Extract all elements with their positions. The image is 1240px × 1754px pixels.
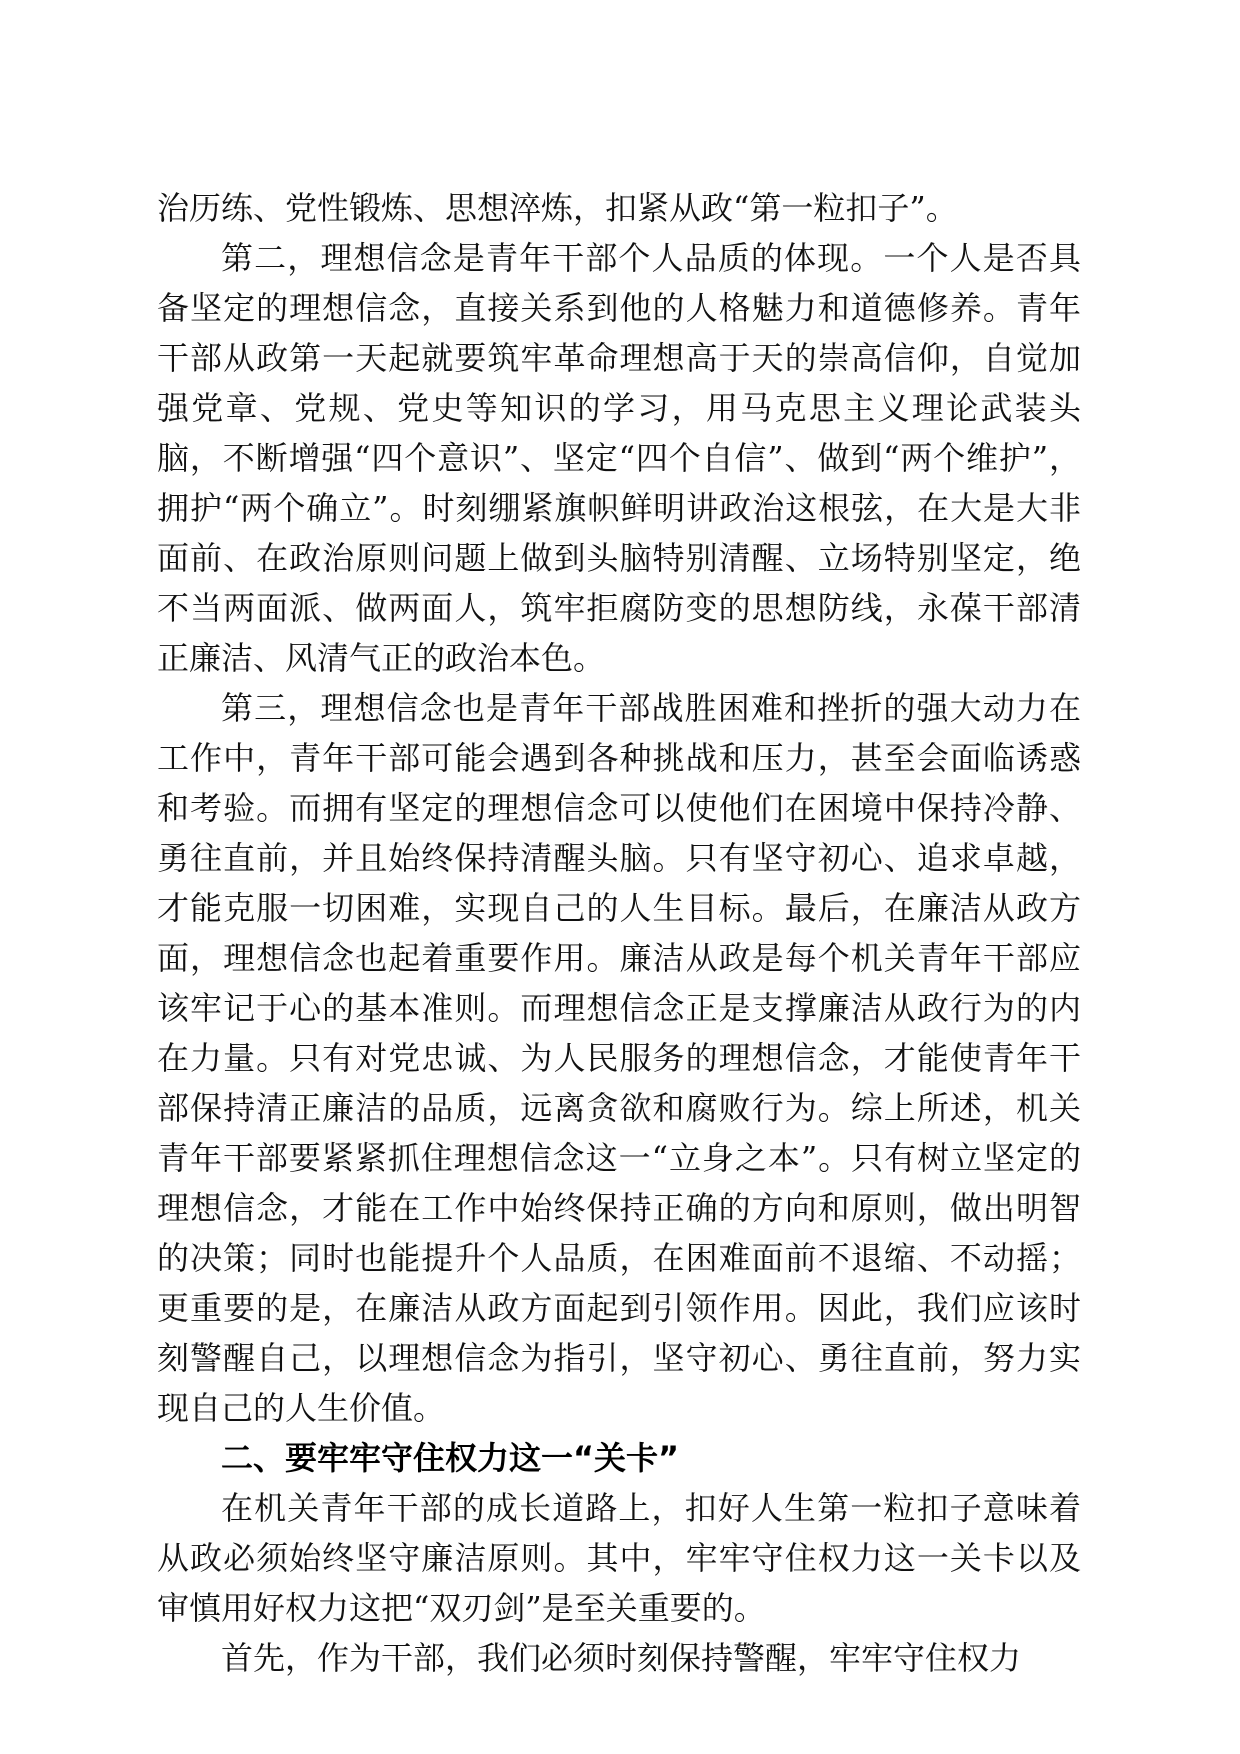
paragraph-third-point: 第三，理想信念也是青年干部战胜困难和挫折的强大动力在工作中，青年干部可能会遇到各种挑战和压力，甚至会面临诱惑和考验。而拥有坚定的理想信念可以使他们在困境中保持冷静、勇往直前，并且始终保持清醒头脑。只有坚守初心、追求卓越，才能克服一切困难，实现自己的人生目标。最后，在廉洁从政方面，理想信念也起着重要作用。廉洁从政是每个机关青年干部应该牢记于心的基本准则。而理想信念正是支撑廉洁从政行为的内在力量。只有对党忠诚、为人民服务的理想信念，才能使青年干部保持清正廉洁的品质，远离贪欲和腐败行为。综上所述，机关青年干部要紧紧抓住理想信念这一“立身之本”。只有树立坚定的理想信念，才能在工作中始终保持正确的方向和原则，做出明智的决策；同时也能提升个人品质，在困难面前不退缩、不动摇；更重要的是，在廉洁从政方面起到引领作用。因此，我们应该时刻警醒自己，以理想信念为指引，坚守初心、勇往直前，努力实现自己的人生价值。 <box>157 689 1081 1427</box>
paragraph-second-point: 第二，理想信念是青年干部个人品质的体现。一个人是否具备坚定的理想信念，直接关系到他的人格魅力和道德修养。青年干部从政第一天起就要筑牢革命理想高于天的崇高信仰，自觉加强党章、党规、党史等知识的学习，用马克思主义理论武装头脑，不断增强“四个意识”、坚定“四个自信”、做到“两个维护”，拥护“两个确立”。时刻绷紧旗帜鲜明讲政治这根弦，在大是大非面前、在政治原则问题上做到头脑特别清醒、立场特别坚定，绝不当两面派、做两面人，筑牢拒腐防变的思想防线，永葆干部清正廉洁、风清气正的政治本色。 <box>157 239 1081 677</box>
paragraph-section-intro: 在机关青年干部的成长道路上，扣好人生第一粒扣子意味着从政必须始终坚守廉洁原则。其中，牢牢守住权力这一关卡以及审慎用好权力这把“双刃剑”是至关重要的。 <box>157 1489 1081 1627</box>
paragraph-first-point: 首先，作为干部，我们必须时刻保持警醒，牢牢守住权力 <box>221 1639 1022 1677</box>
section-heading: 二、要牢牢守住权力这一“关卡” <box>221 1439 680 1477</box>
document-page <box>157 183 1081 1683</box>
paragraph-continuation: 治历练、党性锻炼、思想淬炼，扣紧从政“第一粒扣子”。 <box>157 189 958 227</box>
